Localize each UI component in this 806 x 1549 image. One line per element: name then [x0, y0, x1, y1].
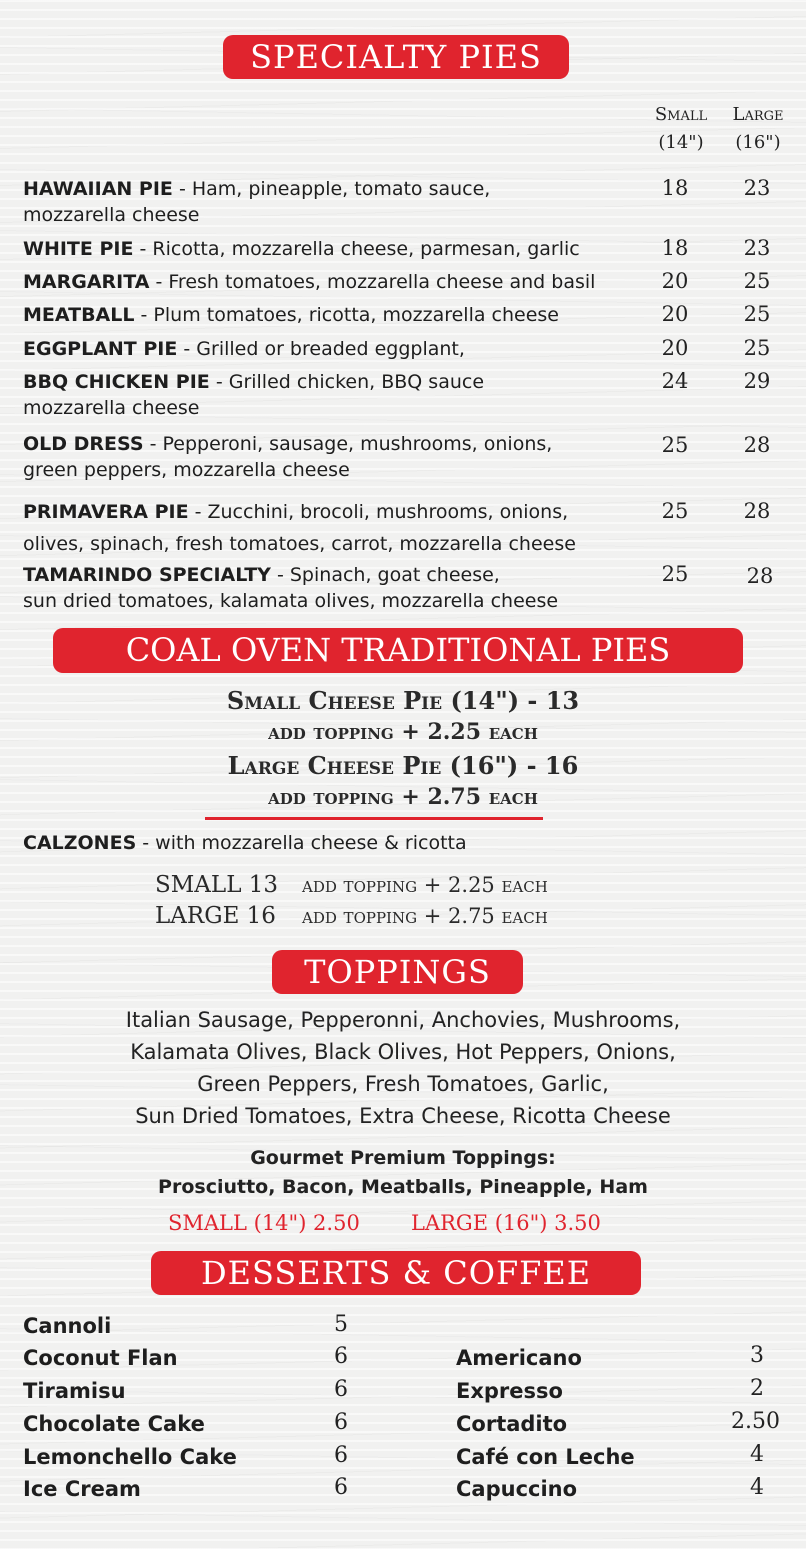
coal-large-cheese: Large Cheese Pie (16") - 16	[227, 751, 579, 780]
dessert-name: Coconut Flan	[23, 1346, 178, 1370]
price-small: 24	[661, 369, 689, 393]
dessert-name: Ice Cream	[23, 1477, 141, 1501]
price-large: 29	[743, 369, 771, 393]
item-name: MEATBALL	[23, 304, 135, 326]
price-small: 18	[661, 176, 689, 200]
calzones-desc: - with mozzarella cheese & ricotta	[136, 832, 467, 854]
premium-price-small: SMALL (14") 2.50	[168, 1211, 360, 1235]
coal-oven-banner: COAL OVEN TRADITIONAL PIES	[53, 628, 743, 673]
item-name: TAMARINDO SPECIALTY	[23, 564, 271, 586]
dessert-name: Tiramisu	[23, 1379, 126, 1403]
price-small: 20	[661, 336, 689, 360]
dessert-price: 6	[334, 1475, 348, 1500]
item-desc-2: green peppers, mozzarella cheese	[23, 459, 350, 481]
item-name: OLD DRESS	[23, 433, 144, 455]
calzone-large-label: LARGE 16	[155, 903, 276, 929]
calzones-name: CALZONES	[23, 832, 137, 854]
menu-item-primavera	[23, 496, 643, 560]
coffee-name: Café con Leche	[456, 1445, 635, 1469]
coffee-price: 2	[750, 1376, 764, 1401]
menu-item-eggplant	[23, 336, 643, 362]
price-small: 25	[661, 433, 689, 457]
dessert-name: Lemonchello Cake	[23, 1445, 237, 1469]
dessert-price: 6	[334, 1410, 348, 1435]
dessert-name: Chocolate Cake	[23, 1412, 205, 1436]
menu-item-meatball	[23, 302, 643, 328]
dessert-name: Cannoli	[23, 1314, 112, 1338]
item-desc: - Fresh tomatoes, mozzarella cheese and basil	[149, 271, 596, 293]
calzone-large-topping: add topping + 2.75 each	[302, 904, 548, 928]
price-large: 28	[743, 433, 771, 457]
dessert-price: 6	[334, 1443, 348, 1468]
calzones-heading	[23, 830, 643, 856]
coffee-price: 3	[750, 1343, 764, 1368]
premium-toppings-title: Gourmet Premium Toppings:	[250, 1147, 556, 1169]
size-header-small	[645, 101, 717, 157]
item-desc: - Grilled or breaded eggplant,	[177, 338, 465, 360]
coffee-name: Cortadito	[456, 1412, 568, 1436]
coal-large-topping: add topping + 2.75 each	[268, 784, 538, 810]
coffee-name: Expresso	[456, 1379, 563, 1403]
menu-item-bbq-chicken	[23, 369, 643, 421]
toppings-banner: TOPPINGS	[272, 950, 523, 994]
item-desc: - Ricotta, mozzarella cheese, parmesan, garlic	[133, 238, 580, 260]
coffee-price: 4	[750, 1475, 764, 1500]
price-large: 25	[743, 269, 771, 293]
price-small: 20	[661, 269, 689, 293]
size-header-large	[722, 101, 794, 157]
toppings-line-2: Kalamata Olives, Black Olives, Hot Peppers, Onions,	[130, 1040, 676, 1064]
price-large: 23	[743, 236, 771, 260]
price-large: 25	[743, 302, 771, 326]
item-desc-2: sun dried tomatoes, kalamata olives, mozzarella cheese	[23, 590, 559, 612]
toppings-line-1: Italian Sausage, Pepperonni, Anchovies, Mushrooms,	[125, 1008, 681, 1032]
price-large: 28	[743, 499, 771, 523]
price-large: 23	[743, 176, 771, 200]
specialty-pies-banner: SPECIALTY PIES	[223, 35, 569, 79]
price-small: 18	[661, 236, 689, 260]
item-name: EGGPLANT PIE	[23, 338, 178, 360]
premium-price-large: LARGE (16") 3.50	[411, 1211, 601, 1235]
item-desc: - Grilled chicken, BBQ sauce	[209, 371, 485, 393]
menu-item-tamarindo	[23, 562, 643, 614]
coal-small-cheese: Small Cheese Pie (14") - 13	[226, 686, 580, 715]
dessert-price: 5	[334, 1312, 348, 1337]
menu-item-margarita	[23, 269, 643, 295]
item-desc-2: mozzarella cheese	[23, 204, 200, 226]
price-large: 25	[743, 336, 771, 360]
price-large: 28	[746, 564, 774, 588]
dessert-price: 6	[334, 1344, 348, 1369]
price-small: 20	[661, 302, 689, 326]
item-name: WHITE PIE	[23, 238, 134, 260]
toppings-line-4: Sun Dried Tomatoes, Extra Cheese, Ricotta Cheese	[135, 1104, 671, 1128]
item-name: MARGARITA	[23, 271, 150, 293]
menu-item-white-pie	[23, 236, 643, 262]
price-small: 25	[661, 562, 689, 586]
item-name: BBQ CHICKEN PIE	[23, 371, 210, 393]
item-desc-2: olives, spinach, fresh tomatoes, carrot, mozzarella cheese	[23, 533, 576, 555]
coffee-price: 4	[750, 1442, 764, 1467]
size-large-label: Large	[732, 104, 784, 125]
dessert-price: 6	[334, 1377, 348, 1402]
premium-toppings-list: Prosciutto, Bacon, Meatballs, Pineapple, Ham	[158, 1176, 648, 1198]
divider-line	[205, 817, 543, 820]
menu-item-hawaiian	[23, 176, 643, 228]
item-name: HAWAIIAN PIE	[23, 178, 173, 200]
coal-small-topping: add topping + 2.25 each	[268, 719, 538, 745]
coffee-name: Capuccino	[456, 1477, 578, 1501]
calzone-small-label: SMALL 13	[155, 872, 279, 898]
toppings-line-3: Green Peppers, Fresh Tomatoes, Garlic,	[197, 1072, 609, 1096]
calzone-small-topping: add topping + 2.25 each	[302, 873, 548, 897]
item-desc: - Ham, pineapple, tomato sauce,	[172, 178, 491, 200]
price-small: 25	[661, 499, 689, 523]
menu-item-old-dress	[23, 431, 643, 483]
desserts-banner: DESSERTS & COFFEE	[151, 1251, 641, 1295]
size-small-inches: (14")	[658, 132, 704, 153]
item-name: PRIMAVERA PIE	[23, 501, 189, 523]
item-desc: - Plum tomatoes, ricotta, mozzarella cheese	[134, 304, 559, 326]
size-large-inches: (16")	[735, 132, 781, 153]
coffee-price: 2.50	[731, 1409, 780, 1434]
size-small-label: Small	[654, 104, 708, 125]
item-desc: - Zucchini, brocoli, mushrooms, onions,	[188, 501, 569, 523]
item-desc: - Pepperoni, sausage, mushrooms, onions,	[143, 433, 553, 455]
item-desc-2: mozzarella cheese	[23, 397, 200, 419]
coffee-name: Americano	[456, 1346, 582, 1370]
item-desc: - Spinach, goat cheese,	[270, 564, 500, 586]
